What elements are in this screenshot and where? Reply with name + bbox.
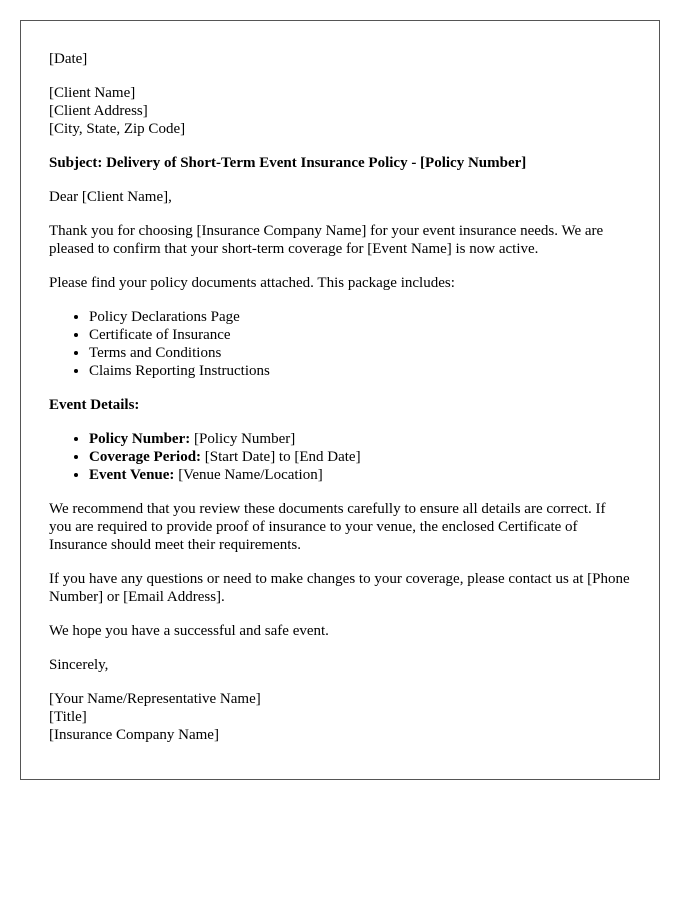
signature-name: [Your Name/Representative Name]	[49, 691, 261, 707]
review-paragraph: We recommend that you review these documents carefully to ensure all details are correct. If you are required to provide proof of insurance to your venue, the enclosed Certificate of Insurance should meet their requirements.	[49, 501, 606, 553]
signature-title: [Title]	[49, 709, 87, 725]
letter-page	[20, 20, 660, 780]
signature-block	[49, 690, 631, 744]
letter-date: [Date]	[49, 51, 88, 67]
intro-paragraph: Thank you for choosing [Insurance Company Name] for your event insurance needs. We are pleased to confirm that your short-term coverage for [Event Name] is now active.	[49, 223, 604, 257]
event-detail-value: [Venue Name/Location]	[174, 467, 323, 483]
letter-subject: Subject: Delivery of Short-Term Event Insurance Policy - [Policy Number]	[49, 155, 527, 171]
recipient-name: [Client Name]	[49, 85, 136, 101]
letter-closing: Sincerely,	[49, 657, 109, 673]
document-item: • Claims Reporting Instructions	[89, 362, 631, 380]
event-detail-policy-number	[89, 430, 631, 448]
event-detail-value: [Start Date] to [End Date]	[201, 449, 361, 465]
event-detail-label: Coverage Period:	[89, 449, 202, 465]
document-item: • Certificate of Insurance	[89, 326, 631, 344]
documents-intro: Please find your policy documents attached. This package includes:	[49, 275, 455, 291]
contact-paragraph: If you have any questions or need to make changes to your coverage, please contact us at [Phone Number] or [Email Address].	[49, 571, 630, 605]
event-detail-coverage-period	[89, 448, 631, 466]
signature-company: [Insurance Company Name]	[49, 727, 219, 743]
event-detail-value: [Policy Number]	[190, 431, 296, 447]
recipient-block	[49, 84, 631, 138]
event-detail-label: Event Venue:	[89, 467, 175, 483]
document-item: • Policy Declarations Page	[89, 308, 631, 326]
event-detail-label: Policy Number:	[89, 431, 191, 447]
recipient-city-state-zip: [City, State, Zip Code]	[49, 121, 186, 137]
event-details-heading: Event Details:	[49, 397, 140, 413]
letter-salutation: Dear [Client Name],	[49, 189, 172, 205]
event-detail-venue	[89, 466, 631, 484]
wish-paragraph: We hope you have a successful and safe event.	[49, 623, 329, 639]
event-details-list	[49, 430, 631, 484]
document-item: • Terms and Conditions	[89, 344, 631, 362]
documents-list	[49, 308, 631, 380]
recipient-address: [Client Address]	[49, 103, 148, 119]
